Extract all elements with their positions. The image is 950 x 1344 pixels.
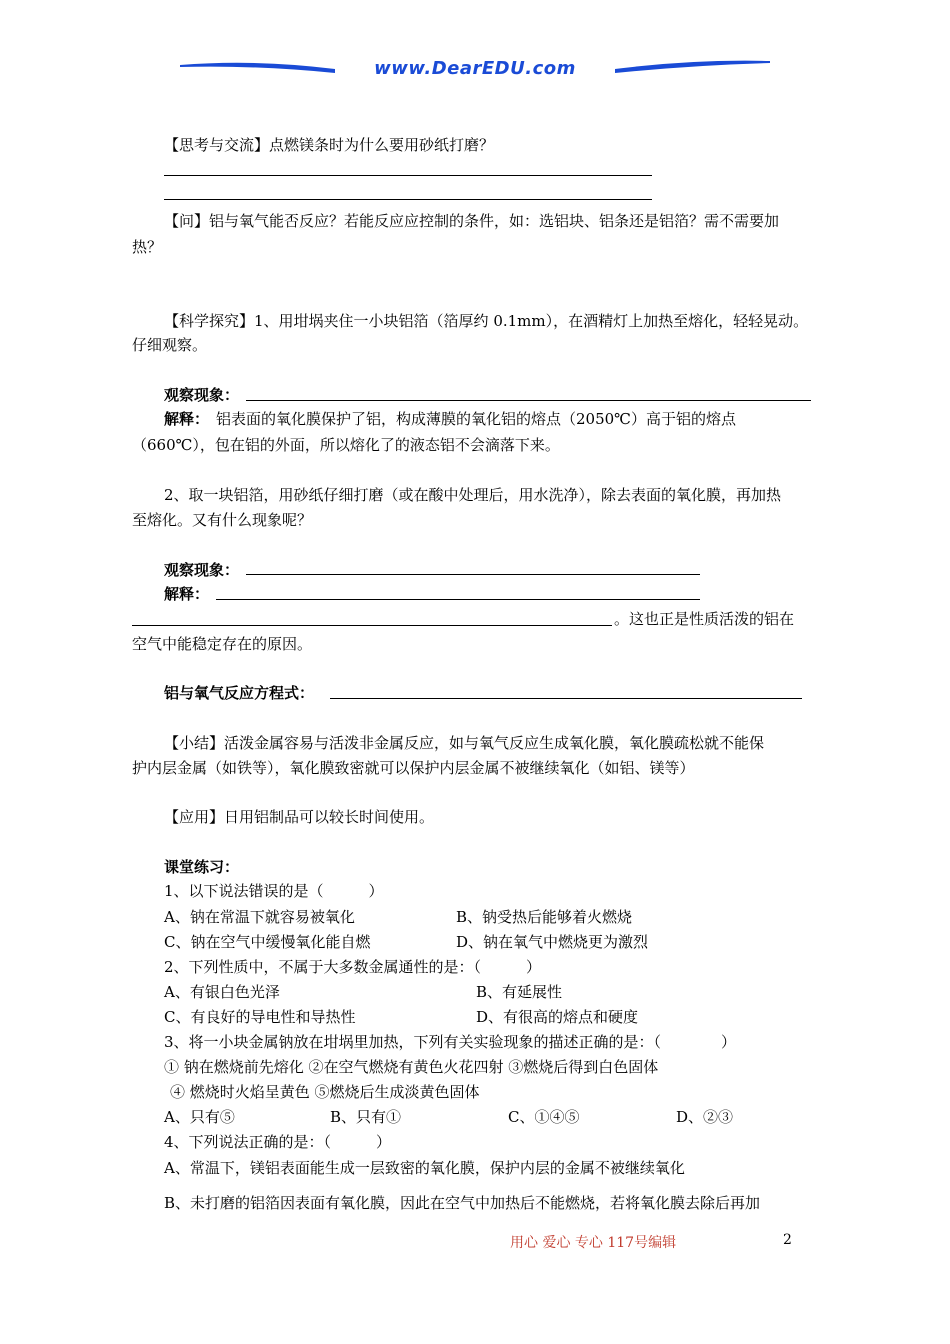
- q2-option-c: C、有良好的导电性和导热性: [164, 1008, 356, 1026]
- exercises-title: 课堂练习：: [164, 858, 240, 876]
- explain-answer-line: [216, 599, 700, 600]
- q4-option-b: B、未打磨的铝箔因表面有氧化膜，因此在空气中加热后不能燃烧，若将氧化膜去除后再加: [164, 1194, 761, 1212]
- q1-stem: 1、以下说法错误的是（ ）: [164, 882, 384, 900]
- equation-answer-line: [330, 698, 802, 699]
- equation-label: 铝与氧气反应方程式：: [164, 684, 315, 702]
- q3-option-c: C、①④⑤: [508, 1108, 580, 1126]
- q2-option-b: B、有延展性: [476, 983, 563, 1001]
- explain-text-line-2: （660℃），包在铝的外面，所以熔化了的液态铝不会滴落下来。: [132, 436, 560, 454]
- answer-line: [164, 175, 652, 176]
- question-line-2: 热？: [132, 238, 163, 256]
- observe-label: 观察现象：: [164, 561, 240, 579]
- application-text: 【应用】日用铝制品可以较长时间使用。: [164, 808, 435, 826]
- question-line-1: 【问】铝与氧气能否反应？若能反应应控制的条件，如：选铝块、铝条还是铝箔？需不需要加: [164, 212, 780, 230]
- explain-answer-line: [132, 625, 612, 626]
- answer-line: [164, 199, 652, 200]
- explain-label: 解释：: [164, 410, 210, 428]
- q1-option-b: B、钠受热后能够着火燃烧: [456, 908, 633, 926]
- header-logo-text: www.DearEDU.com: [374, 58, 576, 79]
- summary-line-1: 【小结】活泼金属容易与活泼非金属反应，如与氧气反应生成氧化膜，氧化膜疏松就不能保: [164, 734, 765, 752]
- think-exchange-text: 【思考与交流】点燃镁条时为什么要用砂纸打磨？: [164, 136, 495, 154]
- explore2-line-1: 2、取一块铝箔，用砂纸仔细打磨（或在酸中处理后，用水洗净），除去表面的氧化膜，再加热: [164, 486, 782, 504]
- explain-text-line-1: 铝表面的氧化膜保护了铝，构成薄膜的氧化铝的熔点（2050℃）高于铝的熔点: [216, 410, 736, 428]
- explore2-last-line: 空气中能稳定存在的原因。: [132, 635, 313, 653]
- explore2-line-2: 至熔化。又有什么现象呢？: [132, 511, 313, 529]
- page-number: 2: [783, 1232, 792, 1248]
- observe-label: 观察现象：: [164, 386, 240, 404]
- summary-line-2: 护内层金属（如铁等），氧化膜致密就可以保护内层金属不被继续氧化（如铝、镁等）: [132, 759, 695, 777]
- explore2-tail-text: 。这也正是性质活泼的铝在: [614, 610, 795, 628]
- q3-option-a: A、只有⑤: [164, 1108, 235, 1126]
- q3-items-line-1: ① 钠在燃烧前先熔化 ②在空气燃烧有黄色火花四射 ③燃烧后得到白色固体: [164, 1058, 659, 1076]
- observe-answer-line: [246, 574, 700, 575]
- observe-answer-line: [246, 400, 811, 401]
- q3-option-b: B、只有①: [330, 1108, 402, 1126]
- q3-items-line-2: ④ 燃烧时火焰呈黄色 ⑤燃烧后生成淡黄色固体: [170, 1083, 480, 1101]
- explore1-line-1: 【科学探究】1、用坩埚夹住一小块铝箔（箔厚约 0.1mm），在酒精灯上加热至熔化，轻轻晃动。: [164, 312, 809, 330]
- q4-stem: 4、下列说法正确的是：（ ）: [164, 1133, 392, 1151]
- q3-option-d: D、②③: [676, 1108, 734, 1126]
- footer-text: 用心 爱心 专心 117号编辑: [510, 1235, 677, 1251]
- q1-option-a: A、钠在常温下就容易被氧化: [164, 908, 355, 926]
- q3-stem: 3、将一小块金属钠放在坩埚里加热，下列有关实验现象的描述正确的是：（ ）: [164, 1033, 737, 1051]
- q2-stem: 2、下列性质中，不属于大多数金属通性的是：（ ）: [164, 958, 542, 976]
- explain-label: 解释：: [164, 585, 210, 603]
- q1-option-c: C、钠在空气中缓慢氧化能自燃: [164, 933, 371, 951]
- q1-option-d: D、钠在氧气中燃烧更为激烈: [456, 933, 649, 951]
- explore1-line-2: 仔细观察。: [132, 336, 208, 354]
- q2-option-a: A、有银白色光泽: [164, 983, 280, 1001]
- q4-option-a: A、常温下，镁铝表面能生成一层致密的氧化膜，保护内层的金属不被继续氧化: [164, 1159, 685, 1177]
- q2-option-d: D、有很高的熔点和硬度: [476, 1008, 639, 1026]
